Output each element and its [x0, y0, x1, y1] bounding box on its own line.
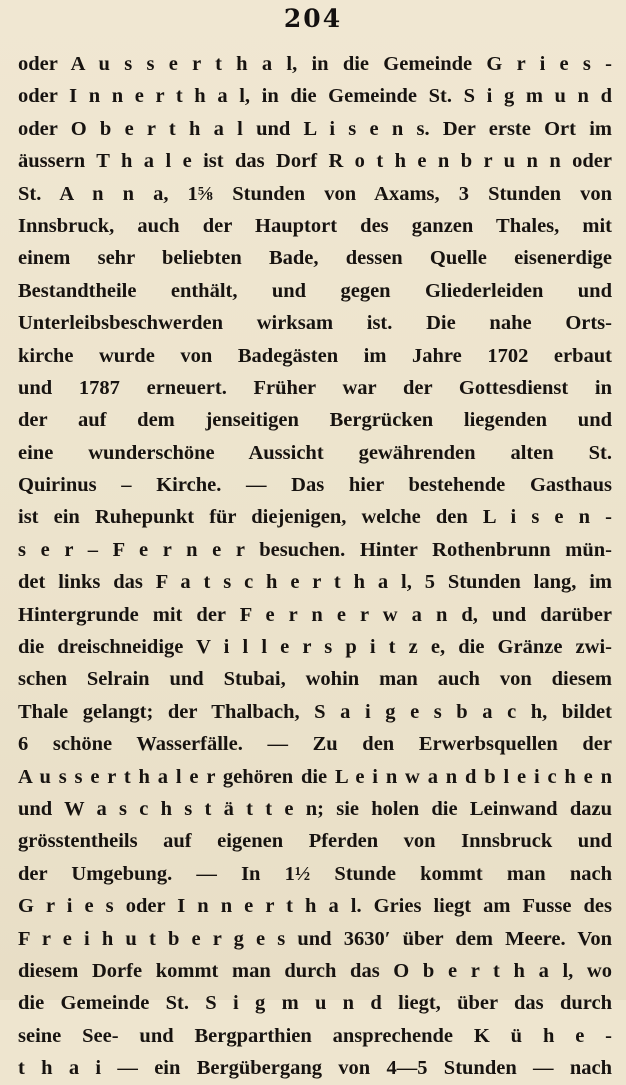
text-line: die Gemeinde St. S i g m u n d liegt, über das durch [18, 992, 612, 1015]
body-text [18, 48, 612, 1085]
text-line: s e r – F e r n e r besuchen. Hinter Rothenbrunn mün- [18, 538, 612, 561]
text-line: einem sehr beliebten Bade, dessen Quelle eisenerdige [18, 247, 612, 270]
text-line: und 1787 erneuert. Früher war der Gottesdienst in [18, 376, 612, 399]
page-number: 204 [283, 4, 343, 33]
text-line: diesem Dorfe kommt man durch das O b e r t h a l, wo [18, 959, 612, 982]
text-line: eine wunderschöne Aussicht gewährenden alten St. [18, 441, 612, 464]
text-line: die dreischneidige V i l l e r s p i t z e, die Gränze zwi- [18, 636, 612, 659]
text-line: der Umgebung. — In 1½ Stunde kommt man nach [18, 862, 612, 885]
text-line: oder A u s s e r t h a l, in die Gemeinde G r i e s - [18, 53, 612, 75]
text-line: seine See- und Bergparthien ansprechende K ü h e - [18, 1024, 612, 1047]
text-line: Bestandtheile enthält, und gegen Gliederleiden und [18, 279, 612, 302]
text-line: F r e i h u t b e r g e s und 3630′ über dem Meere. Von [18, 927, 612, 950]
text-line: Innsbruck, auch der Hauptort des ganzen Thales, mit [18, 214, 612, 237]
text-line: t h a i — ein Bergübergang von 4—5 Stunden — nach [18, 1057, 612, 1080]
text-line: 6 schöne Wasserfälle. — Zu den Erwerbsquellen der [18, 733, 612, 756]
text-line: und W a s c h s t ä t t e n; sie holen die Leinwand dazu [18, 797, 612, 820]
text-line: der auf dem jenseitigen Bergrücken liegenden und [18, 409, 612, 432]
text-line: A u s s e r t h a l e r gehören die L e i n w a n d b l e i c h e n [18, 765, 612, 788]
text-line: Quirinus – Kirche. — Das hier bestehende Gasthaus [18, 474, 612, 497]
text-line: schen Selrain und Stubai, wohin man auch von diesem [18, 668, 612, 691]
text-line: grösstentheils auf eigenen Pferden von Innsbruck und [18, 830, 612, 853]
text-line: Unterleibsbeschwerden wirksam ist. Die nahe Orts- [18, 312, 612, 335]
text-line: det links das F a t s c h e r t h a l, 5 Stunden lang, im [18, 571, 612, 594]
text-line: ist ein Ruhepunkt für diejenigen, welche den L i s e n - [18, 506, 612, 529]
text-line: G r i e s oder I n n e r t h a l. Gries liegt am Fusse des [18, 895, 612, 918]
text-line: kirche wurde von Badegästen im Jahre 1702 erbaut [18, 344, 612, 367]
text-line: St. A n n a, 1⅝ Stunden von Axams, 3 Stunden von [18, 182, 612, 205]
text-line: Thale gelangt; der Thalbach, S a i g e s b a c h, bildet [18, 700, 612, 723]
text-line: äussern T h a l e ist das Dorf R o t h e n b r u n n oder [18, 150, 612, 173]
text-line: Hintergrunde mit der F e r n e r w a n d, und darüber [18, 603, 612, 626]
text-line: oder I n n e r t h a l, in die Gemeinde St. S i g m u n d [18, 85, 612, 108]
text-line: oder O b e r t h a l und L i s e n s. Der erste Ort im [18, 117, 612, 140]
